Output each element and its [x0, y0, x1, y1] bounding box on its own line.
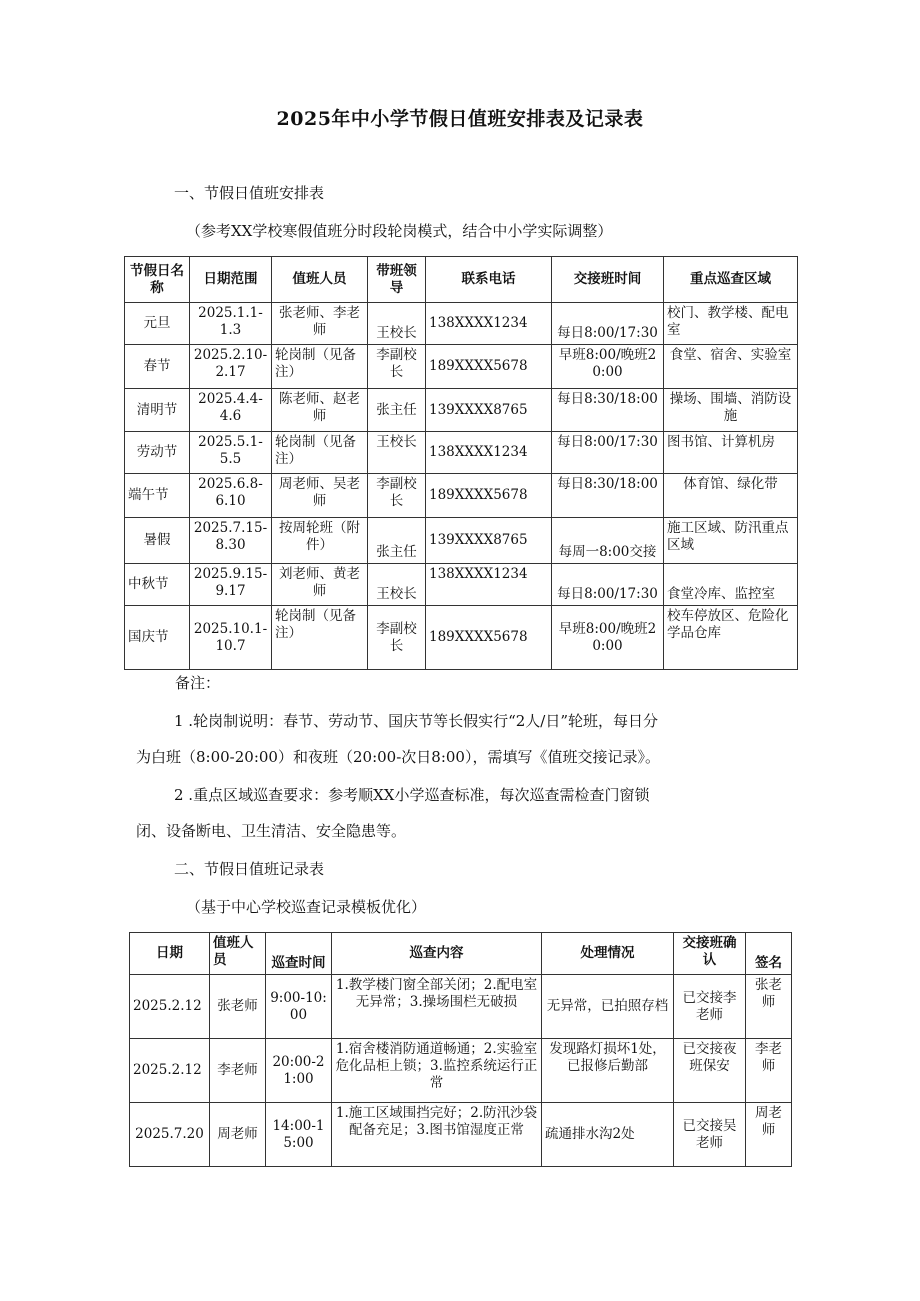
handover-time: 早班8:00/晚班20:00	[552, 345, 664, 389]
header-holiday: 节假日名称	[125, 257, 190, 303]
holiday-name: 春节	[125, 345, 190, 389]
staff: 张老师、李老师	[272, 303, 368, 345]
holiday-name: 暑假	[125, 518, 190, 564]
staff: 轮岗制（见备注）	[272, 345, 368, 389]
leader: 张主任	[368, 389, 426, 432]
phone: 189XXXX5678	[426, 606, 552, 670]
note-1-line-2: 为白班（8:00-20:00）和夜班（20:00-次日8:00），需填写《值班交接记录》。	[136, 748, 660, 766]
record-staff: 李老师	[210, 1039, 266, 1103]
record-signature: 李老师	[746, 1039, 792, 1103]
header-handling: 处理情况	[542, 933, 674, 975]
handover-time: 每日8:00/17:30	[552, 303, 664, 345]
phone: 139XXXX8765	[426, 389, 552, 432]
table-row	[125, 474, 798, 518]
date-range: 2025.7.15-8.30	[190, 518, 272, 564]
handover-time: 每日8:30/18:00	[552, 389, 664, 432]
staff: 按周轮班（附件）	[272, 518, 368, 564]
staff: 周老师、吴老师	[272, 474, 368, 518]
record-staff: 张老师	[210, 975, 266, 1039]
header-leader: 带班领导	[368, 257, 426, 303]
handover-time: 每日8:00/17:30	[552, 432, 664, 474]
header-staff: 值班人员	[272, 257, 368, 303]
holiday-name: 国庆节	[125, 606, 190, 670]
leader: 张主任	[368, 518, 426, 564]
phone: 138XXXX1234	[426, 432, 552, 474]
record-staff: 周老师	[210, 1103, 266, 1167]
holiday-name: 劳动节	[125, 432, 190, 474]
staff: 轮岗制（见备注）	[272, 606, 368, 670]
handover-time: 早班8:00/晚班20:00	[552, 606, 664, 670]
leader: 王校长	[368, 564, 426, 606]
header-phone: 联系电话	[426, 257, 552, 303]
record-handling: 疏通排水沟2处	[542, 1103, 674, 1167]
handover-time: 每日8:30/18:00	[552, 474, 664, 518]
record-table	[129, 932, 792, 1167]
record-handling: 无异常，已拍照存档	[542, 975, 674, 1039]
section1-subtitle: （参考XX学校寒假值班分时段轮岗模式，结合中小学实际调整）	[186, 222, 613, 240]
record-signature: 张老师	[746, 975, 792, 1039]
record-header-row	[130, 933, 792, 975]
record-date: 2025.2.12	[130, 975, 210, 1039]
header-date-range: 日期范围	[190, 257, 272, 303]
staff: 刘老师、黄老师	[272, 564, 368, 606]
header-date: 日期	[130, 933, 210, 975]
phone: 189XXXX5678	[426, 474, 552, 518]
schedule-table	[124, 256, 798, 670]
patrol-area: 食堂、宿舍、实验室	[664, 345, 798, 389]
record-date: 2025.7.20	[130, 1103, 210, 1167]
record-content: 1.教学楼门窗全部关闭；2.配电室无异常；3.操场围栏无破损	[332, 975, 542, 1039]
holiday-name: 中秋节	[125, 564, 190, 606]
record-date: 2025.2.12	[130, 1039, 210, 1103]
page-title: 2025年中小学节假日值班安排表及记录表	[276, 108, 644, 130]
patrol-area: 体育馆、绿化带	[664, 474, 798, 518]
record-content: 1.施工区域围挡完好；2.防汛沙袋配备充足；3.图书馆湿度正常	[332, 1103, 542, 1167]
table-row	[125, 518, 798, 564]
record-signature: 周老师	[746, 1103, 792, 1167]
header-patrol-time: 巡查时间	[266, 933, 332, 975]
header-patrol-area: 重点巡查区域	[664, 257, 798, 303]
header-handover-time: 交接班时间	[552, 257, 664, 303]
record-handling: 发现路灯损坏1处，已报修后勤部	[542, 1039, 674, 1103]
record-handover: 已交接吴老师	[674, 1103, 746, 1167]
table-row	[125, 432, 798, 474]
holiday-name: 端午节	[125, 474, 190, 518]
handover-time: 每日8:00/17:30	[552, 564, 664, 606]
leader: 王校长	[368, 303, 426, 345]
holiday-name: 清明节	[125, 389, 190, 432]
patrol-area: 操场、围墙、消防设施	[664, 389, 798, 432]
record-content: 1.宿舍楼消防通道畅通；2.实验室危化品柜上锁；3.监控系统运行正常	[332, 1039, 542, 1103]
header-handover-confirm: 交接班确认	[674, 933, 746, 975]
patrol-area: 校门、教学楼、配电室	[664, 303, 798, 345]
schedule-header-row	[125, 257, 798, 303]
phone: 138XXXX1234	[426, 564, 552, 606]
patrol-area: 施工区域、防汛重点区域	[664, 518, 798, 564]
date-range: 2025.1.1-1.3	[190, 303, 272, 345]
note-2-line-1: 2 .重点区域巡查要求：参考顺XX小学巡查标准，每次巡查需检查门窗锁	[174, 786, 650, 804]
date-range: 2025.10.1-10.7	[190, 606, 272, 670]
table-row	[130, 975, 792, 1039]
record-handover: 已交接李老师	[674, 975, 746, 1039]
date-range: 2025.5.1-5.5	[190, 432, 272, 474]
phone: 189XXXX5678	[426, 345, 552, 389]
staff: 轮岗制（见备注）	[272, 432, 368, 474]
section1-heading: 一、节假日值班安排表	[174, 184, 325, 202]
holiday-name: 元旦	[125, 303, 190, 345]
leader: 李副校长	[368, 606, 426, 670]
leader: 王校长	[368, 432, 426, 474]
leader: 李副校长	[368, 474, 426, 518]
note-1-line-1: 1 .轮岗制说明：春节、劳动节、国庆节等长假实行“2人/日”轮班，每日分	[174, 712, 659, 730]
phone: 139XXXX8765	[426, 518, 552, 564]
note-2-line-2: 闭、设备断电、卫生清洁、安全隐患等。	[136, 822, 407, 840]
section2-heading: 二、节假日值班记录表	[174, 860, 325, 878]
date-range: 2025.2.10-2.17	[190, 345, 272, 389]
record-handover: 已交接夜班保安	[674, 1039, 746, 1103]
leader: 李副校长	[368, 345, 426, 389]
record-time: 14:00-15:00	[266, 1103, 332, 1167]
section2-subtitle: （基于中心学校巡查记录模板优化）	[186, 898, 427, 916]
phone: 138XXXX1234	[426, 303, 552, 345]
date-range: 2025.6.8-6.10	[190, 474, 272, 518]
date-range: 2025.9.15-9.17	[190, 564, 272, 606]
patrol-area: 食堂冷库、监控室	[664, 564, 798, 606]
header-duty-staff: 值班人员	[210, 933, 266, 975]
patrol-area: 图书馆、计算机房	[664, 432, 798, 474]
table-row	[125, 606, 798, 670]
date-range: 2025.4.4-4.6	[190, 389, 272, 432]
table-row	[125, 389, 798, 432]
notes-label: 备注：	[175, 674, 221, 692]
table-row	[125, 303, 798, 345]
table-row	[130, 1039, 792, 1103]
table-row	[130, 1103, 792, 1167]
handover-time: 每周一8:00交接	[552, 518, 664, 564]
table-row	[125, 564, 798, 606]
header-patrol-content: 巡查内容	[332, 933, 542, 975]
patrol-area: 校车停放区、危险化学品仓库	[664, 606, 798, 670]
table-row	[125, 345, 798, 389]
record-time: 9:00-10:00	[266, 975, 332, 1039]
record-time: 20:00-21:00	[266, 1039, 332, 1103]
staff: 陈老师、赵老师	[272, 389, 368, 432]
header-signature: 签名	[746, 933, 792, 975]
